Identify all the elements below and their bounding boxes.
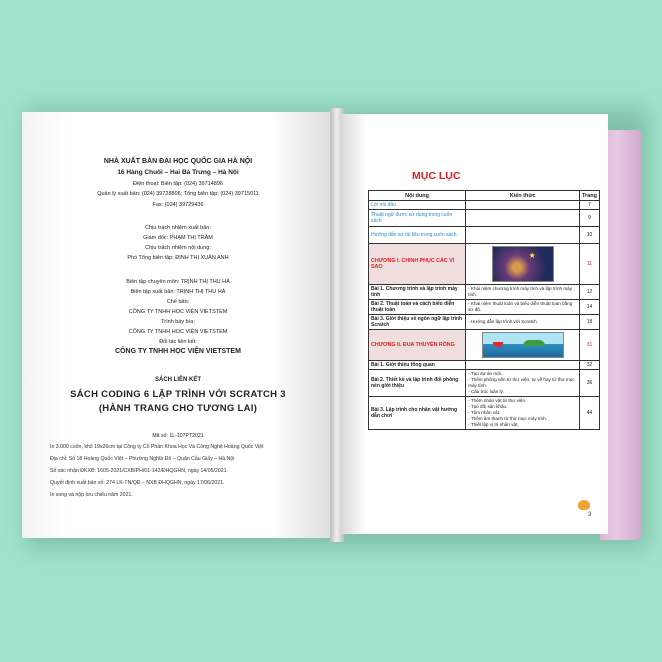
table-row (369, 227, 600, 244)
island-icon (523, 340, 545, 346)
toc-chapter: CHƯƠNG I. CHINH PHỤC CÁC VÌ SAO (369, 244, 466, 285)
table-row (369, 397, 600, 430)
responsible-content-label: Chịu trách nhiệm nội dung: (145, 245, 211, 251)
table-row (369, 315, 600, 330)
book-subtitle: (HÀNH TRANG CHO TƯƠNG LAI) (98, 403, 258, 414)
toc-page: 14 (580, 300, 600, 315)
table-row (369, 300, 600, 315)
cover-company: CÔNG TY TNHH HỌC VIỆN VIETSTEM (128, 329, 228, 335)
publisher-phone: Điện thoại: Biên tập: (024) 39714896 (133, 181, 223, 187)
book-code: Mã số: 1L-107PT2021 (152, 433, 204, 439)
toc-knowledge: - Hướng dẫn lập trình với Scratch. (466, 315, 580, 330)
toc-content: Bài 3. Giới thiệu về ngôn ngữ lập trình Scratch (369, 315, 466, 330)
toc-knowledge (466, 227, 580, 244)
toc-chapter: CHƯƠNG II. ĐUA THUYỀN RỒNG (369, 330, 466, 361)
col-header-content: Nội dung (369, 191, 466, 201)
boat-race-thumbnail (482, 332, 564, 358)
responsible-publish-label: Chịu trách nhiệm xuất bản: (145, 225, 211, 231)
star-icon: ★ (528, 251, 536, 260)
toc-page: 7 (580, 201, 600, 210)
cover-label: Trình bày bìa: (161, 319, 195, 325)
imprint-print-run: In 3.000 cuốn, khổ 19x26cm tại Công ty Cổ Phần Khoa Học Và Công Nghệ Hoàng Quốc Việt (50, 444, 264, 450)
toc-chapter-image-cell (466, 244, 580, 285)
toc-knowledge (466, 210, 580, 227)
publishing-editor: Biên tập xuất bản: TRỊNH THỊ THU HÀ (130, 289, 226, 295)
toc-page: 36 (580, 370, 600, 397)
toc-page: 9 (580, 210, 600, 227)
manuscript-label: Chế bản: (166, 299, 190, 305)
toc-content: Bài 1. Chương trình và lập trình máy tính (369, 285, 466, 300)
professional-editor: Biên tập chuyên môn: TRỊNH THỊ THU HÀ (126, 279, 230, 285)
book-title: SÁCH CODING 6 LẬP TRÌNH VỚI SCRATCH 3 (70, 389, 286, 400)
toc-page: 12 (580, 285, 600, 300)
toc-knowledge (466, 361, 580, 370)
director: Giám đốc: PHẠM THỊ TRÂM (143, 235, 213, 241)
page-number: 3 (588, 512, 592, 518)
imprint-decision: Quyết định xuất bản số: 274 LK-TN/QĐ – NXB ĐHQGHN, ngày 17/06/2021. (50, 480, 225, 486)
table-row (369, 210, 600, 227)
mascot-icon (578, 500, 590, 510)
toc-title: MỤC LỤC (412, 170, 461, 182)
boat-icon (493, 342, 503, 347)
toc-content: Lời nói đầu (369, 201, 466, 210)
toc-content: Thuật ngữ được sử dụng trong cuốn sách (369, 210, 466, 227)
toc-page: 10 (580, 227, 600, 244)
toc-knowledge (466, 201, 580, 210)
publisher-phone-2: Quản lý xuất bản: (024) 39728806; Tổng biên tập: (024) 39715011 (97, 191, 259, 197)
deputy-editor: Phó Tổng biên tập: ĐINH THỊ XUÂN ANH (127, 255, 229, 261)
table-row (369, 285, 600, 300)
toc-page: 44 (580, 397, 600, 430)
toc-content: Bài 2. Thiết kế và lập trình đối phông nền giới thiệu (369, 370, 466, 397)
toc-content: Bài 2. Thuật toán và cách biểu diễn thuật toán (369, 300, 466, 315)
toc-header-row (369, 191, 600, 201)
toc-page: 32 (580, 361, 600, 370)
publisher-fax: Fax: (024) 39729436 (152, 202, 204, 208)
partner-label: Đối tác liên kết: (159, 339, 197, 345)
toc-knowledge: - Khái niệm chương trình máy tính và lập trình máy tính. (466, 285, 580, 300)
partner-company: CÔNG TY TNHH HỌC VIỆN VIETSTEM (115, 348, 241, 355)
imprint-address: Địa chỉ: Số 18 Hoàng Quốc Việt – Phường Nghĩa Đô – Quận Cầu Giấy – Hà Nội (50, 456, 235, 462)
toc-page: 11 (580, 244, 600, 285)
table-row (369, 244, 600, 285)
toc-knowledge: - Tạo dự án mới. - Thêm phông nền từ thư viện, tự vẽ hay từ thư mục máy tính. - Cấu trúc luân lý. (466, 370, 580, 397)
toc-content: Bài 1. Giới thiệu tổng quan (369, 361, 466, 370)
manuscript-company: CÔNG TY TNHH HỌC VIỆN VIETSTEM (128, 309, 228, 315)
imprint-deposit: In xong và nộp lưu chiểu năm 2021. (50, 492, 133, 498)
toc-knowledge: - Khái niệm thuật toán và biểu diễn thuật toán bằng sơ đồ. (466, 300, 580, 315)
table-row (369, 370, 600, 397)
joint-book-label: SÁCH LIÊN KẾT (154, 377, 201, 383)
table-row (369, 361, 600, 370)
publisher-address: 16 Hàng Chuối – Hai Bà Trưng – Hà Nội (117, 169, 239, 176)
col-header-knowledge: Kiến thức (466, 191, 580, 201)
table-row (369, 330, 600, 361)
toc-table (368, 190, 600, 430)
toc-knowledge: - Thêm nhân vật từ thư viện. - Tạo đối sân khấu. - Tâm nhân vật. - Thêm âm thanh từ thư mục máy tính. - Thiết lập vị trí nhân vật. (466, 397, 580, 430)
left-page (22, 112, 334, 538)
toc-content: Bài 3. Lập trình cho nhân vật hướng dẫn chơi (369, 397, 466, 430)
toc-page: 18 (580, 315, 600, 330)
publisher-name: NHÀ XUẤT BẢN ĐẠI HỌC QUỐC GIA HÀ NỘI (103, 158, 253, 165)
toc-chapter-image-cell (466, 330, 580, 361)
space-game-thumbnail (492, 246, 554, 282)
imprint-registration: Số xác nhận ĐKXB: 1605-2021/CXBIPH/01-142/ĐHQGHN, ngày 14/05/2021. (50, 468, 228, 474)
toc-page: 31 (580, 330, 600, 361)
toc-content: Hướng dẫn sử tải liệu trong cuốn sách (369, 227, 466, 244)
col-header-page: Trang (580, 191, 600, 201)
table-row (369, 201, 600, 210)
